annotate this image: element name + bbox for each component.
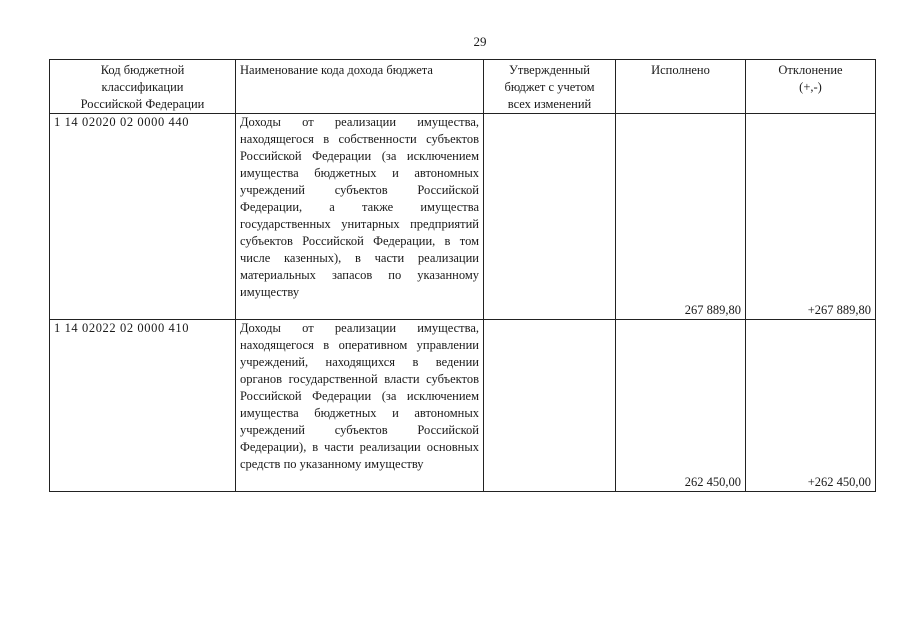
row-code: 1 14 02020 02 0000 440 [50, 114, 236, 320]
header-executed [616, 60, 746, 114]
row-executed: 267 889,80 [616, 114, 746, 320]
header-name-text: Наименование кода дохода бюджета [240, 63, 433, 77]
page-number: 29 [473, 34, 487, 49]
row-approved [484, 320, 616, 492]
row-name: Доходы от реализации имущества, находящегося в собственности субъектов Российской Федерации (за исключением имущества бюджетных и автономных учреждений субъектов Российской Федерации, а также имущества государственных унитарных предприятий субъектов Российской Федерации, в том числе казенных), в части реализации материальных запасов по указанному имуществу [236, 114, 484, 320]
header-code-text: Код бюджетной классификации Российской Федерации [80, 63, 205, 111]
header-deviation [746, 60, 876, 114]
header-approved-text: Утвержденный бюджет с учетом всех изменений [504, 63, 595, 111]
row-deviation: +262 450,00 [746, 320, 876, 492]
header-code [50, 60, 236, 114]
header-approved [484, 60, 616, 114]
header-name [236, 60, 484, 114]
table-row [50, 320, 876, 492]
header-deviation-text: Отклонение (+,-) [778, 63, 843, 94]
row-executed: 262 450,00 [616, 320, 746, 492]
budget-revenue-table [49, 59, 876, 492]
table-row [50, 114, 876, 320]
row-code: 1 14 02022 02 0000 410 [50, 320, 236, 492]
header-executed-text: Исполнено [651, 63, 710, 77]
row-deviation: +267 889,80 [746, 114, 876, 320]
row-approved [484, 114, 616, 320]
row-name: Доходы от реализации имущества, находящегося в оперативном управлении учреждений, находящихся в ведении органов государственной власти субъектов Российской Федерации (за исключением имущества бюджетных и автономных учреждений субъектов Российской Федерации), в части реализации основных средств по указанному имуществу [236, 320, 484, 492]
